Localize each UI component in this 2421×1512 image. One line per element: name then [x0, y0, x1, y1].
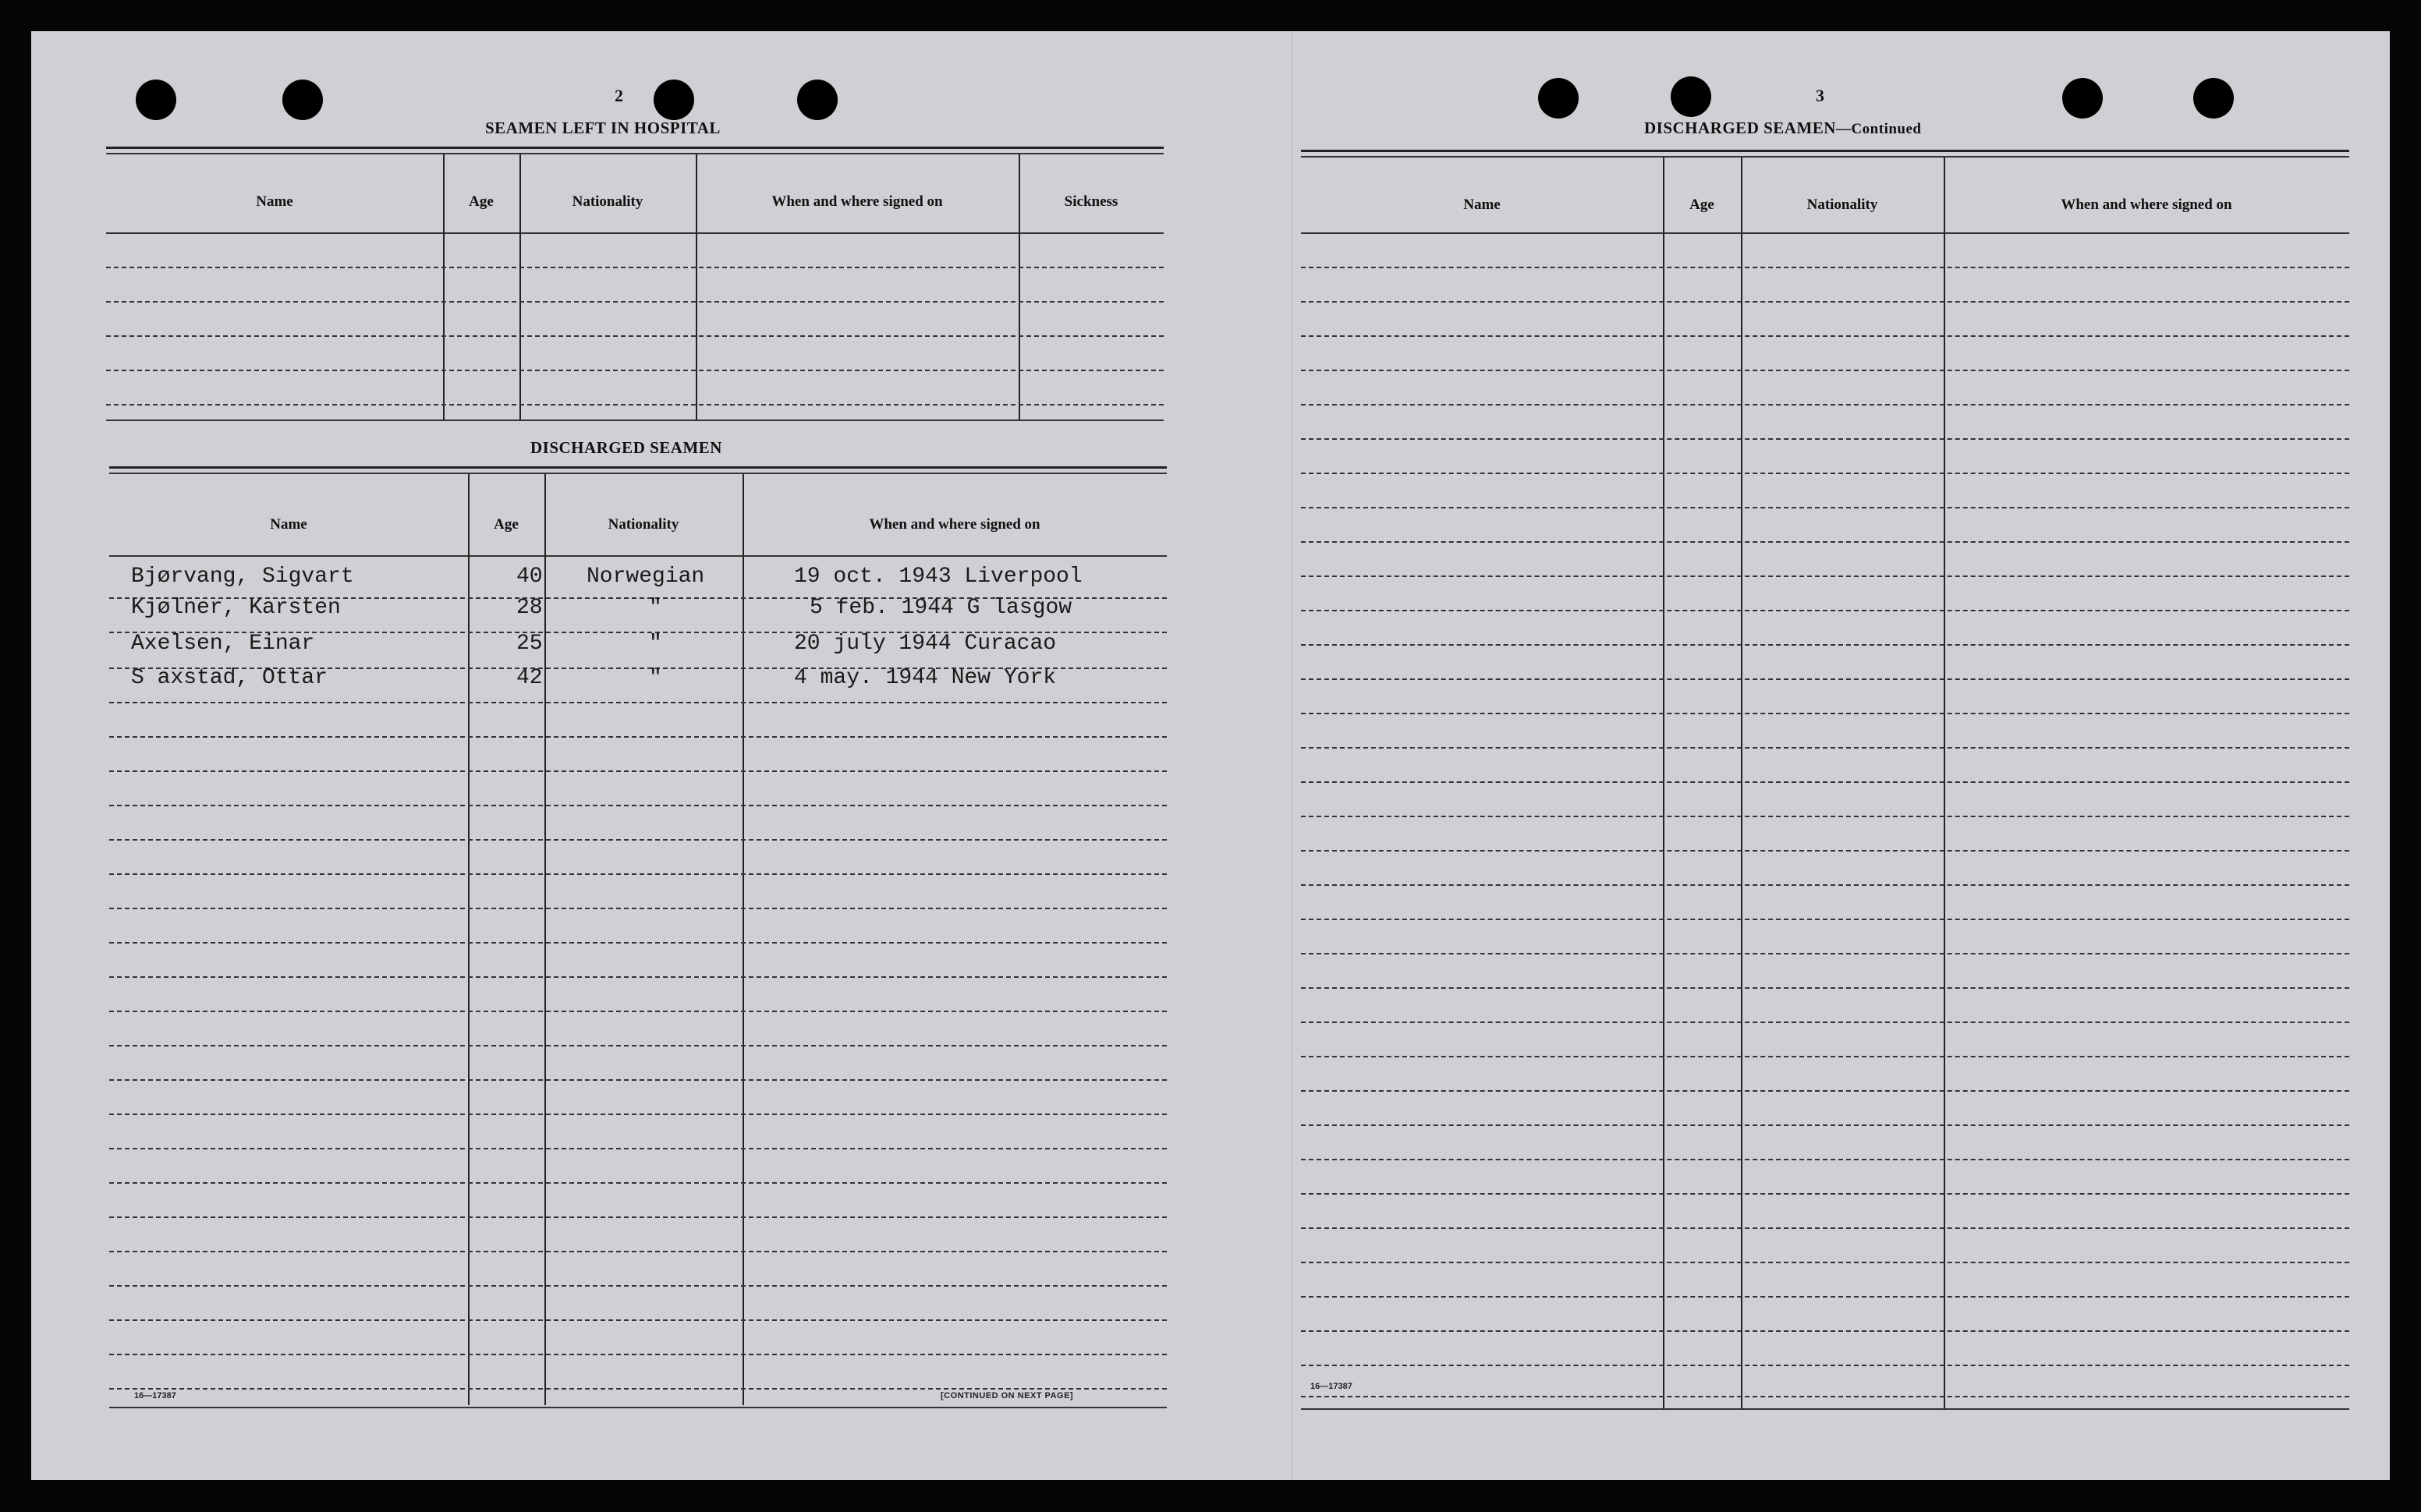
continued-header-nationality: Nationality [1806, 197, 1878, 213]
discharged-header-signed-on: When and where signed on [869, 516, 1040, 533]
discharged-continued-title [1644, 119, 1921, 138]
seaman-name: Axelsen, Einar [131, 632, 315, 656]
punch-hole [797, 80, 838, 120]
seaman-age: 40 [516, 565, 543, 589]
hospital-section-title: SEAMEN LEFT IN HOSPITAL [485, 119, 721, 137]
form-number-right: 16—17387 [1310, 1382, 1352, 1391]
punch-hole [2193, 78, 2234, 119]
page-number-right: 3 [1816, 86, 1824, 105]
punch-hole [1671, 76, 1711, 117]
document-scan [31, 31, 2390, 1480]
discharged-header-age: Age [494, 516, 519, 533]
discharged-continued-table [1301, 150, 2349, 1419]
seaman-nationality: Norwegian [587, 565, 705, 589]
discharged-header-name: Name [270, 516, 307, 533]
seaman-nationality: " [649, 632, 662, 656]
discharged-header-nationality: Nationality [608, 516, 679, 533]
hospital-header-nationality: Nationality [572, 193, 643, 210]
seaman-age: 42 [516, 666, 543, 690]
discharged-continued-title-suffix: —Continued [1835, 121, 1922, 137]
form-number-left: 16—17387 [134, 1391, 176, 1400]
hospital-header-sickness: Sickness [1064, 193, 1118, 210]
punch-hole [1538, 78, 1579, 119]
discharged-table [109, 466, 1167, 1415]
seaman-nationality: " [649, 596, 662, 620]
punch-hole [282, 80, 323, 120]
seaman-age: 28 [516, 596, 543, 620]
continued-header-name: Name [1463, 197, 1501, 213]
seaman-signed-on: 20 july 1944 Curacao [794, 632, 1057, 656]
seaman-signed-on: 19 oct. 1943 Liverpool [794, 565, 1083, 589]
hospital-header-signed-on: When and where signed on [771, 193, 943, 210]
hospital-header-name: Name [256, 193, 293, 210]
punch-hole [2062, 78, 2103, 119]
discharged-continued-title-main: DISCHARGED SEAMEN [1644, 119, 1836, 137]
seaman-signed-on: 4 may. 1944 New York [794, 666, 1057, 690]
hospital-table [106, 147, 1164, 451]
punch-hole [136, 80, 176, 120]
continued-header-signed-on: When and where signed on [2061, 197, 2232, 213]
seaman-nationality: " [649, 666, 662, 690]
page-number-left: 2 [615, 86, 623, 105]
seaman-name: Bjørvang, Sigvart [131, 565, 354, 589]
continued-header-age: Age [1689, 197, 1714, 213]
seaman-name: S axstad, Ottar [131, 666, 328, 690]
punch-hole [654, 80, 694, 120]
seaman-name: Kjølner, Karsten [131, 596, 341, 620]
page-fold [1292, 31, 1293, 1480]
discharged-section-title: DISCHARGED SEAMEN [530, 438, 722, 457]
continued-note: [CONTINUED ON NEXT PAGE] [941, 1391, 1074, 1400]
seaman-age: 25 [516, 632, 543, 656]
hospital-header-age: Age [469, 193, 494, 210]
seaman-signed-on: 5 feb. 1944 G lasgow [810, 596, 1072, 620]
